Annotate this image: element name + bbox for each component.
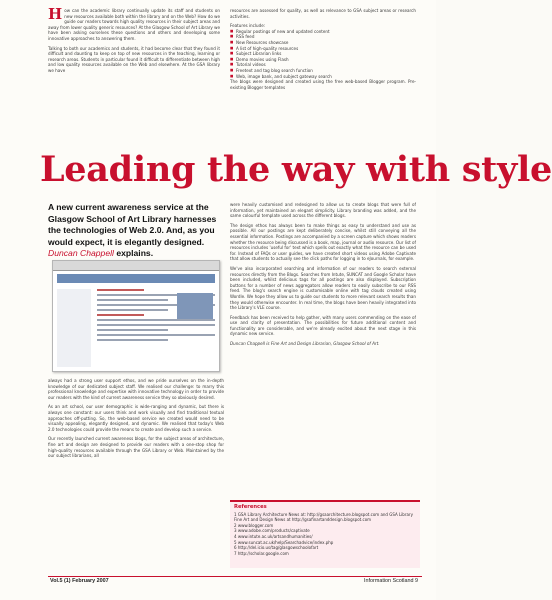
feature-item: ■ New Resources showcase xyxy=(230,40,416,46)
feature-item: ■ A list of high-quality resources xyxy=(230,46,416,52)
screenshot-sidebar xyxy=(57,289,91,367)
article-paragraph: Our recently launched current awareness blogs, for the subject areas of architecture, fine art and design are designed to provide our readers with a one-stop shop for high-quality resources available through the GSA Library or Web. Maintained by the our subject librarians, all xyxy=(48,436,224,459)
features-list xyxy=(230,29,416,79)
article-paragraph: We've also incorporated searching and information of our readers to search external resources directly from the Blogs. Searches from Intute, SUNCAT and Google Scholar have been included, whilst delicious tags for all postings are also displayed. Subscription buttons for a number of news aggregators allow readers to easily subscribe to our RSS feed. The blog's search engine is customisable online with tag clouds created using Wordle. We hope they allow us to guide our students to more relevant search results than they would otherwise encounter. In real time, the blogs have been heavily integrated into the Library's VLE course. xyxy=(230,265,416,311)
reference-item: 5 www.suncat.ac.uk/help/Searchadvice/index.php xyxy=(234,539,334,545)
footer-rule xyxy=(48,576,422,577)
reference-item: 1 GSA Library Architecture News at: http://gsaarchitecture.blogspot.com and GSA Library Fine Art and Design News at http://gsafinartanddesign.blogspot.com xyxy=(234,511,413,523)
article-paragraph: Feedback has been received to help gather, with many users commending on the ease of use and clarity of presentation. The possibilities for future additional content and functionality are considerable, and we're already excited about the next stage in this dynamic new service. xyxy=(230,314,416,337)
reference-item: 2 www.blogger.com xyxy=(234,522,274,528)
footer-publication-page: Information Scotland 9 xyxy=(364,578,418,584)
article-paragraph: The blogs were designed and created using the free web-based Blogger program. Pre-existing Blogger templates xyxy=(230,79,416,90)
reference-item: 4 www.intute.ac.uk/artsandhumanities/ xyxy=(234,533,313,539)
reference-item: 6 http://del.icio.us/tag/glasgowschoolofart xyxy=(234,545,319,551)
feature-item: ■ Web, image bank, and subject gateway search xyxy=(230,74,416,80)
drop-cap: H xyxy=(48,5,63,23)
features-label: Features include: xyxy=(230,23,266,29)
feature-item: ■ Tutorial videos xyxy=(230,62,416,68)
article-paragraph: always had a strong user support ethos, and we pride ourselves on the in-depth knowledge of our dedicated subject staff. We realised our challenge: to marry this professional knowledge and expertise with innovative technology in order to provide our readers with the kind of current awareness service they so obviously desired. xyxy=(48,378,224,400)
article-column-top-left xyxy=(48,5,221,78)
article-standfirst: A new current awareness service at the Glasgow School of Art Library harnesses the technologies of Web 2.0. And, as you would expect, it is elegantly designed. Duncan Chappell explains. xyxy=(48,202,217,259)
article-paragraph: were heavily customised and redesigned to allow us to create blogs that were full of information, yet maintained an elegant simplicity. Library branding was added, and the same colourful template used across the different blogs. xyxy=(230,202,416,219)
author-signature: Duncan Chappell is Fine Art and Design Librarian, Glasgow School of Art. xyxy=(230,341,380,347)
screenshot-photo xyxy=(177,293,213,319)
feature-item: ■ Regular postings of new and updated content xyxy=(230,29,416,35)
feature-item: ■ Demo movies using Flash xyxy=(230,57,416,63)
reference-item: 7 http://scholar.google.com xyxy=(234,550,289,556)
article-column-bottom-right xyxy=(230,202,416,351)
references-box xyxy=(230,500,420,568)
article-paragraph: As an art school, our user demographic is wide-ranging and dynamic, but there is always one constant: our users think and work visually and find traditional textual approaches off-putting. So, the web-based service we created would need to be visually appealing, elegantly designed, and dynamic. We realised that today's Web 2.0 technologies could provide the means to create and develop such a service. xyxy=(48,404,224,432)
article-paragraph: resources are assessed for quality, as well as relevance to GSA subject areas or research activities. xyxy=(230,8,416,19)
article-headline: Leading the way with style xyxy=(40,149,552,190)
article-column-top-right xyxy=(230,8,416,94)
blog-screenshot-image xyxy=(52,260,220,372)
screenshot-browser-bar xyxy=(53,261,219,271)
article-paragraph: How can the academic library continually update its staff and students on new resources available both within the library and on the Web? How do we guide our readers towards high quality resources in their subject areas and away from lower quality generic resources? At the Glasgow School of Art Library we have been asking ourselves these questions and others and developing some innovative approaches to answering them. xyxy=(48,5,221,41)
feature-item: ■ RSS feed xyxy=(230,34,416,40)
reference-item: 3 www.adobe.com/products/captivate xyxy=(234,528,310,534)
article-author: Duncan Chappell xyxy=(48,248,114,259)
feature-item: ■ Freetext and tag blog search function xyxy=(230,68,416,74)
article-paragraph: The design ethos has always been to make things as easy to understand and use as possible. All our postings are kept deliberately concise, whilst still conveying all the essential information. Postings are accompanied by a screen capture which shows readers whether the resource being discussed is a book, map, journal or audio resource. Our list of resources includes 'useful for' text which spells out exactly what the resource can be used for. Instead of FAQs or user guides, we have created short videos using Adobe Captivate that allow students to actually see the click paths for logging in to eJournals, for example. xyxy=(230,222,416,262)
article-column-bottom-left xyxy=(48,378,224,463)
feature-item: ■ Subject Librarian links xyxy=(230,51,416,57)
footer-issue: Vol.5 (1) February 2007 xyxy=(50,578,109,584)
screenshot-blog-banner xyxy=(57,274,215,283)
article-paragraph: Talking to both our academics and students, it had become clear that they found it difficult and daunting to keep on top of new resources in the teaching, learning or research areas. Students in particular found it difficult to differentiate between high and low quality resources available on the Web and elsewhere. At the GSA library we have xyxy=(48,45,220,73)
references-title: References xyxy=(234,504,267,510)
